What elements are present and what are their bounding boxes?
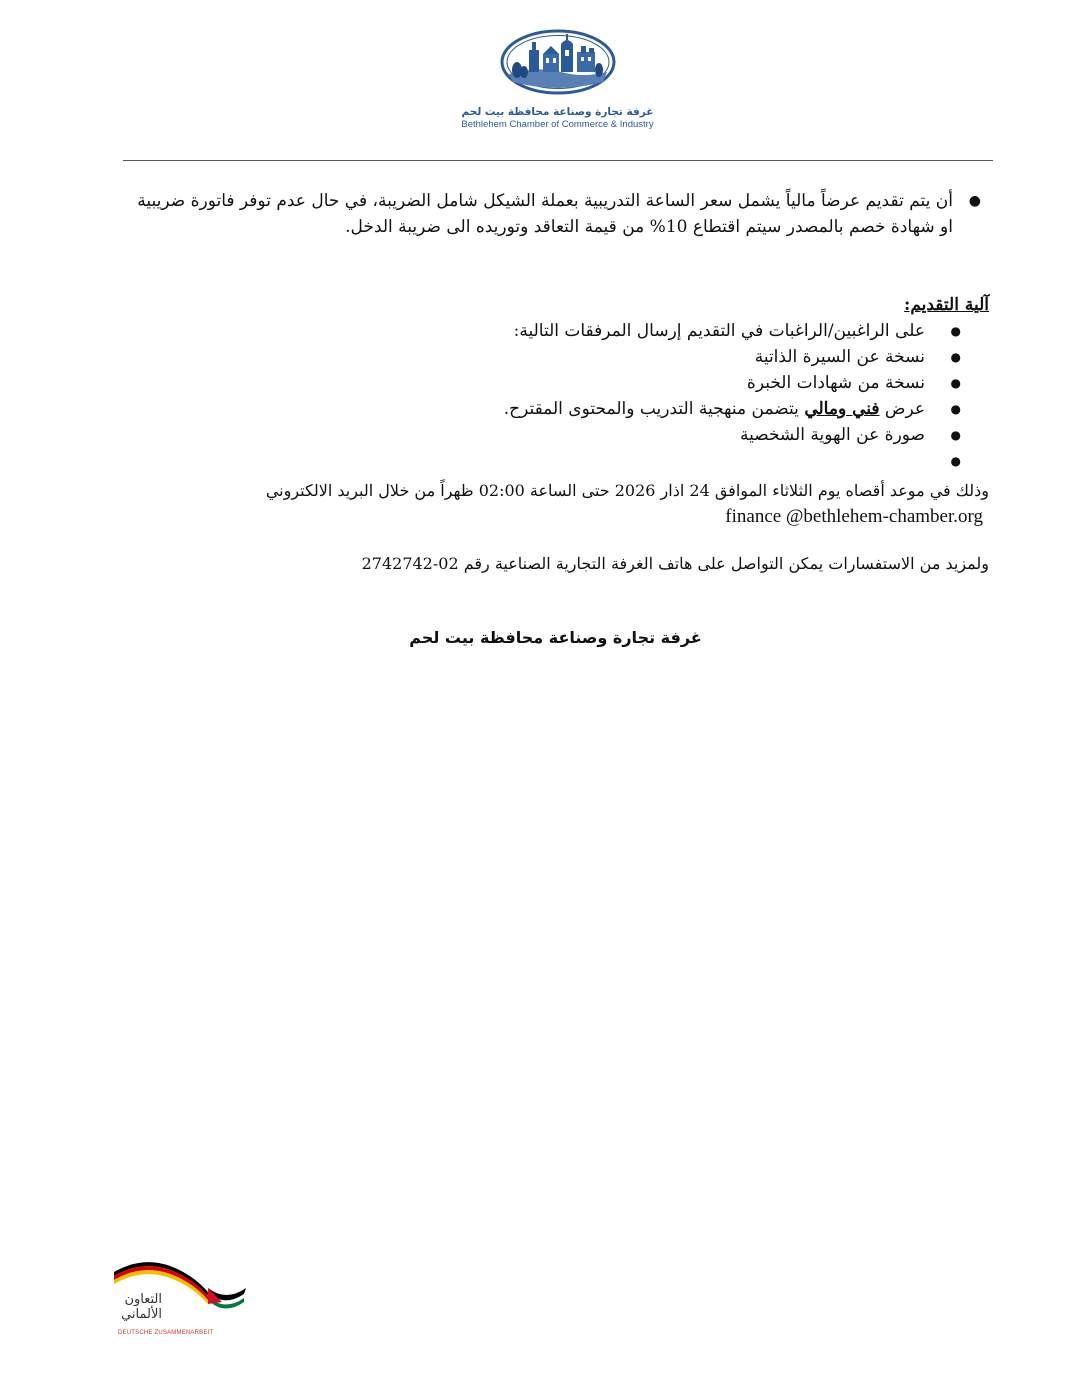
list-item <box>123 318 989 344</box>
list-item <box>123 448 989 474</box>
signature: غرفة تجارة وصناعة محافظة بيت لحم <box>409 628 702 647</box>
footer-english-label: DEUTSCHE ZUSAMMENARBEIT <box>118 1330 214 1336</box>
financial-offer-paragraph <box>123 188 989 240</box>
deadline-text: وذلك في موعد أقصاه يوم الثلاثاء الموافق 24 اذار 2026 حتى الساعة 02:00 ظهراً من خلال البريد الالكتروني <box>265 481 989 500</box>
bullet-icon: ● <box>950 350 961 364</box>
bethlehem-churches-emblem-icon <box>499 28 617 98</box>
list-item <box>123 188 989 240</box>
bullet-icon: ● <box>950 428 961 442</box>
list-item-emphasis: فني ومالي <box>804 399 880 419</box>
list-item-text: على الراغبين/الراغبات في التقديم إرسال المرفقات التالية: <box>513 321 925 341</box>
list-item-text: نسخة من شهادات الخبرة <box>746 373 925 393</box>
bullet-icon: ● <box>968 193 981 209</box>
financial-offer-text: أن يتم تقديم عرضاً مالياً يشمل سعر الساعة التدريبية بعملة الشيكل شامل الضريبة، في حال عدم توفر فاتورة ضريبية او شهادة خصم بالمصدر سيتم اقتطاع 10% من قيمة التعاقد وتوريده الى ضريبة الدخل. <box>137 191 953 237</box>
requirements-list <box>123 318 989 474</box>
footer-arabic-label: التعاون الألماني <box>121 1292 162 1322</box>
bullet-icon: ● <box>950 454 961 468</box>
bullet-icon: ● <box>950 376 961 390</box>
list-item <box>123 396 989 422</box>
list-item-text: صورة عن الهوية الشخصية <box>739 425 925 445</box>
logo-english-name: Bethlehem Chamber of Commerce & Industry <box>461 119 654 130</box>
email-address[interactable]: finance @bethlehem-chamber.org <box>725 506 983 527</box>
header-divider <box>123 160 993 161</box>
list-item-prefix: عرض <box>879 399 925 419</box>
section-heading: آلية التقديم: <box>904 295 989 315</box>
list-item <box>123 422 989 448</box>
contact-paragraph: ولمزيد من الاستفسارات يمكن التواصل على هاتف الغرفة التجارية الصناعية رقم 02-2742742 <box>361 554 989 573</box>
header-logo <box>450 28 665 131</box>
list-item <box>123 370 989 396</box>
logo-arabic-name: غرفة تجارة وصناعة محافظة بيت لحم <box>461 106 654 118</box>
list-item <box>123 344 989 370</box>
list-item-text: نسخة عن السيرة الذاتية <box>754 347 925 367</box>
bullet-icon: ● <box>950 324 961 338</box>
list-item-suffix: يتضمن منهجية التدريب والمحتوى المقترح. <box>503 399 805 419</box>
deadline-paragraph <box>123 478 989 530</box>
bullet-icon: ● <box>950 402 961 416</box>
